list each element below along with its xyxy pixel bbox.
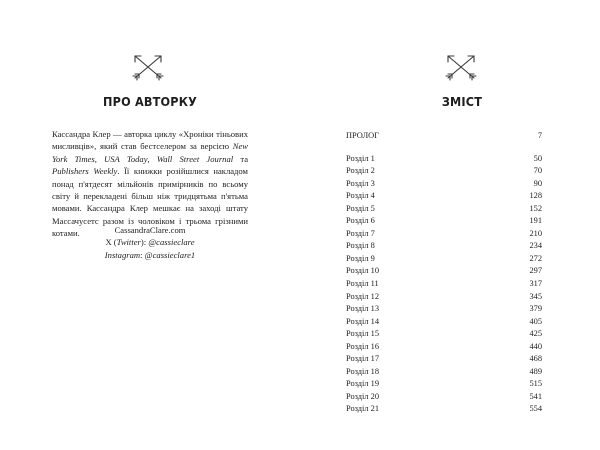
toc-page-number: 234	[529, 241, 542, 251]
toc-page-number: 7	[537, 131, 542, 140]
toc-row-chapter-15[interactable]	[346, 328, 542, 341]
toc-row-chapter-16[interactable]	[346, 341, 542, 354]
crossed-arrows-icon	[444, 52, 478, 82]
toc-page-number: 210	[529, 228, 542, 238]
toc-title: Розділ 1	[346, 153, 375, 163]
instagram-contact	[52, 249, 248, 261]
table-of-contents	[346, 130, 542, 416]
toc-title: Розділ 6	[346, 216, 375, 226]
toc-title: Розділ 9	[346, 253, 375, 263]
contents-page	[300, 0, 600, 450]
toc-row-chapter-9[interactable]	[346, 253, 542, 266]
toc-page-number: 345	[529, 291, 542, 301]
toc-title: Розділ 3	[346, 178, 375, 188]
toc-page-number: 489	[529, 366, 542, 376]
toc-title: Розділ 19	[346, 379, 380, 389]
toc-row-prologue[interactable]	[346, 130, 542, 143]
toc-row-chapter-18[interactable]	[346, 366, 542, 379]
toc-title: Розділ 17	[346, 354, 380, 364]
toc-title: Розділ 15	[346, 329, 380, 339]
bio-sep1: ,	[94, 153, 105, 164]
toc-page-number: 425	[529, 329, 542, 339]
toc-title: Розділ 4	[346, 191, 375, 201]
toc-title: Розділ 16	[346, 341, 380, 351]
instagram-sep: :	[140, 249, 145, 260]
toc-row-chapter-21[interactable]	[346, 403, 542, 416]
toc-title: Розділ 8	[346, 241, 375, 251]
toc-title: Розділ 11	[346, 279, 379, 289]
toc-page-number: 128	[529, 191, 542, 201]
bio-pw: Publishers Weekly	[52, 166, 118, 177]
twitter-contact	[52, 236, 248, 248]
author-bio	[52, 128, 248, 240]
toc-page-number: 191	[529, 216, 542, 226]
toc-title: Розділ 18	[346, 366, 380, 376]
toc-page-number: 297	[529, 266, 542, 276]
twitter-label-end: ):	[140, 237, 149, 248]
toc-title: Розділ 12	[346, 291, 380, 301]
bio-nyt: New York Times	[52, 141, 248, 164]
twitter-label-start: X (	[105, 237, 117, 248]
bio-and: та	[233, 153, 249, 164]
toc-page-number: 50	[533, 153, 542, 163]
website-link[interactable]: CassandraClare.com	[114, 225, 186, 235]
bio-usa-today: USA Today	[104, 153, 148, 164]
toc-row-chapter-1[interactable]	[346, 153, 542, 166]
author-contacts	[52, 224, 248, 261]
toc-page-number: 379	[529, 304, 542, 314]
toc-page-number: 152	[529, 203, 542, 213]
toc-row-chapter-14[interactable]	[346, 316, 542, 329]
about-author-heading: ПРО АВТОРКУ	[103, 94, 197, 109]
toc-page-number: 317	[529, 279, 542, 289]
toc-row-chapter-5[interactable]	[346, 203, 542, 216]
toc-row-chapter-7[interactable]	[346, 228, 542, 241]
toc-title: Розділ 5	[346, 203, 375, 213]
instagram-label: Instagram	[104, 249, 141, 260]
toc-row-chapter-3[interactable]	[346, 178, 542, 191]
toc-title: Розділ 20	[346, 391, 380, 401]
toc-row-chapter-10[interactable]	[346, 265, 542, 278]
toc-page-number: 70	[533, 166, 542, 176]
toc-page-number: 541	[529, 391, 542, 401]
toc-row-chapter-6[interactable]	[346, 215, 542, 228]
toc-page-number: 440	[529, 341, 542, 351]
toc-row-chapter-20[interactable]	[346, 391, 542, 404]
toc-row-chapter-13[interactable]	[346, 303, 542, 316]
toc-title: Розділ 13	[346, 304, 380, 314]
toc-row-chapter-11[interactable]	[346, 278, 542, 291]
toc-row-chapter-17[interactable]	[346, 353, 542, 366]
instagram-handle[interactable]: @cassieclare1	[144, 249, 196, 260]
toc-page-number: 515	[529, 379, 542, 389]
toc-title: Розділ 2	[346, 166, 375, 176]
toc-page-number: 272	[529, 253, 542, 263]
toc-row-chapter-8[interactable]	[346, 240, 542, 253]
twitter-handle[interactable]: @cassieclare	[148, 237, 195, 248]
toc-title: Розділ 7	[346, 228, 375, 238]
toc-row-chapter-19[interactable]	[346, 378, 542, 391]
bio-wsj: Wall Street Journal	[156, 153, 234, 164]
toc-row-chapter-2[interactable]	[346, 165, 542, 178]
bio-sep2: ,	[147, 153, 157, 164]
toc-page-number: 405	[529, 316, 542, 326]
toc-title: ПРОЛОГ	[346, 131, 380, 140]
toc-page-number: 468	[529, 354, 542, 364]
crossed-arrows-icon	[131, 52, 165, 82]
toc-page-number: 90	[533, 178, 542, 188]
toc-title: Розділ 14	[346, 316, 380, 326]
bio-part1: Кассандра Клер — авторка циклу «Хроніки тіньових мисливців», який став бестселером за версією	[52, 129, 248, 152]
toc-row-chapter-4[interactable]	[346, 190, 542, 203]
bio-part2: . Її книжки розійшлися накладом понад п'ятдесят мільйонів примірників по всьому світу й перекладені більш ніж тридцятьма п'ятьма мовами. Кассандра Клер мешкає на заході штату Массачусетс разом із чоловіком і трьома грізними котами.	[52, 166, 248, 239]
toc-page-number: 554	[529, 404, 542, 414]
twitter-label-italic: Twitter	[116, 237, 141, 248]
toc-title: Розділ 10	[346, 266, 380, 276]
contents-heading: ЗМІСТ	[441, 94, 483, 109]
toc-row-chapter-12[interactable]	[346, 291, 542, 304]
toc-title: Розділ 21	[346, 404, 380, 414]
